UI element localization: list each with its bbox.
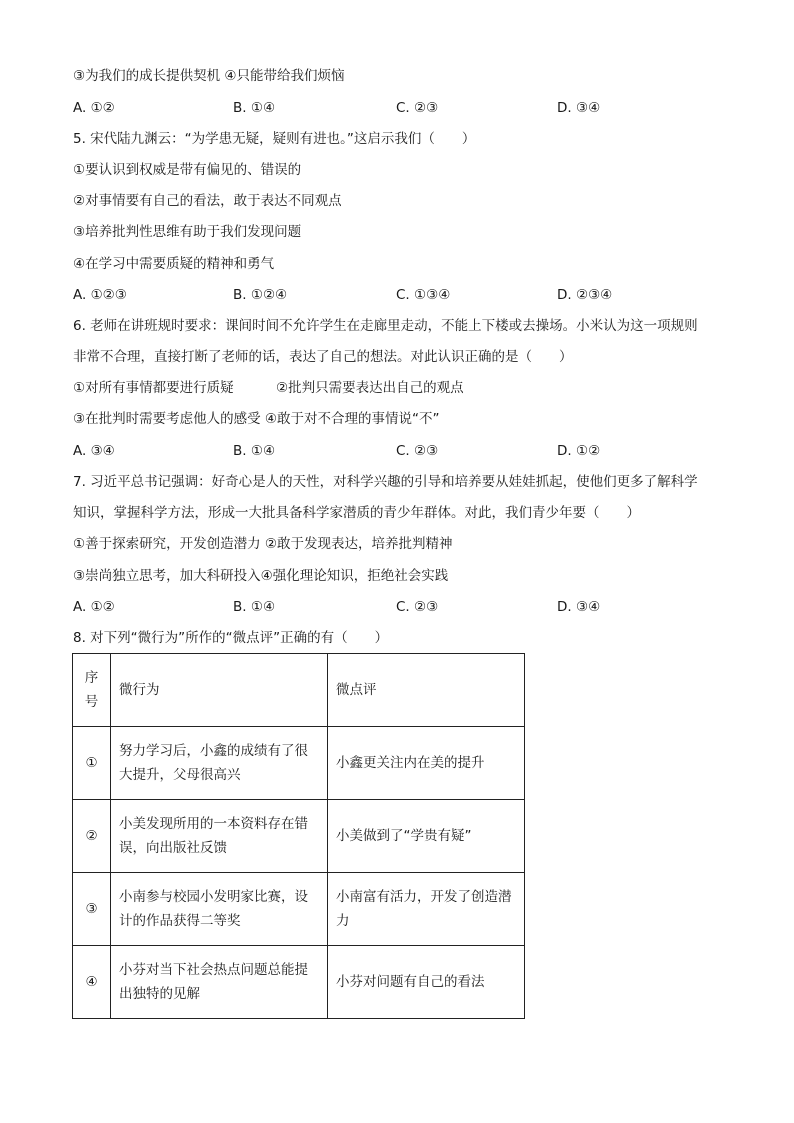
q5-option-c: C. ①③④ [396, 287, 451, 303]
row-comment: 小美做到了“学贵有疑” [328, 800, 525, 873]
q5-option-a: A. ①②③ [73, 287, 127, 303]
row-behavior: 努力学习后，小鑫的成绩有了很大提升，父母很高兴 [111, 727, 328, 800]
q4-option-a: A. ①② [73, 100, 115, 116]
row-number: ③ [73, 873, 111, 946]
q7-option-b: B. ①④ [233, 599, 276, 615]
q7-items-line-1: ①善于探索研究，开发创造潜力 ②敢于发现表达，培养批判精神 [73, 536, 453, 552]
q6-items-line-2: ③在批判时需要考虑他人的感受 ④敢于对不合理的事情说“不” [73, 411, 440, 427]
q6-option-d: D. ①② [557, 443, 601, 459]
row-behavior: 小芬对当下社会热点问题总能提出独特的见解 [111, 946, 328, 1019]
q6-option-a: A. ③④ [73, 443, 115, 459]
q7-option-c: C. ②③ [396, 599, 439, 615]
q7-option-a: A. ①② [73, 599, 115, 615]
table-row [73, 800, 525, 873]
q6-items-line-1a: ①对所有事情都要进行质疑 [73, 380, 234, 396]
q7-items-line-2: ③崇尚独立思考，加大科研投入④强化理论知识，拒绝社会实践 [73, 568, 449, 584]
table-row [73, 873, 525, 946]
q4-items-line: ③为我们的成长提供契机 ④只能带给我们烦恼 [73, 68, 345, 84]
q5-item-2: ②对事情要有自己的看法，敢于表达不同观点 [73, 193, 342, 209]
q6-option-b: B. ①④ [233, 443, 276, 459]
q5-item-3: ③培养批判性思维有助于我们发现问题 [73, 224, 302, 240]
q6-option-c: C. ②③ [396, 443, 439, 459]
header-behavior: 微行为 [111, 654, 328, 727]
table-row [73, 946, 525, 1019]
q6-stem-line-1: 6. 老师在讲班规时要求：课间时间不允许学生在走廊里走动，不能上下楼或去操场。小米认为这一项规则 [73, 318, 698, 334]
q4-option-d: D. ③④ [557, 100, 601, 116]
row-number: ① [73, 727, 111, 800]
q7-option-d: D. ③④ [557, 599, 601, 615]
q8-stem: 8. 对下列“微行为”所作的“微点评”正确的有（ ） [73, 630, 389, 646]
q6-stem-line-2: 非常不合理，直接打断了老师的话，表达了自己的想法。对此认识正确的是（ ） [73, 349, 573, 365]
q5-option-b: B. ①②④ [233, 287, 288, 303]
q4-option-c: C. ②③ [396, 100, 439, 116]
row-behavior: 小南参与校园小发明家比赛，设计的作品获得二等奖 [111, 873, 328, 946]
table-row [73, 727, 525, 800]
header-number: 序号 [73, 654, 111, 727]
q7-stem-line-2: 知识，掌握科学方法，形成一大批具备科学家潜质的青少年群体。对此，我们青少年要（ ） [73, 505, 640, 521]
row-number: ② [73, 800, 111, 873]
header-comment: 微点评 [328, 654, 525, 727]
table-header-row [73, 654, 525, 727]
q4-option-b: B. ①④ [233, 100, 276, 116]
row-number: ④ [73, 946, 111, 1019]
q5-option-d: D. ②③④ [557, 287, 613, 303]
q5-item-4: ④在学习中需要质疑的精神和勇气 [73, 256, 275, 272]
q7-stem-line-1: 7. 习近平总书记强调：好奇心是人的天性，对科学兴趣的引导和培养要从娃娃抓起，使他们更多了解科学 [73, 474, 698, 490]
row-comment: 小南富有活力，开发了创造潜力 [328, 873, 525, 946]
q6-items-line-1b: ②批判只需要表达出自己的观点 [276, 380, 464, 396]
row-comment: 小芬对问题有自己的看法 [328, 946, 525, 1019]
q8-table [72, 653, 525, 1019]
row-comment: 小鑫更关注内在美的提升 [328, 727, 525, 800]
q5-item-1: ①要认识到权威是带有偏见的、错误的 [73, 162, 302, 178]
q5-stem: 5. 宋代陆九渊云：“为学患无疑，疑则有进也。”这启示我们（ ） [73, 131, 476, 147]
row-behavior: 小美发现所用的一本资料存在错误，向出版社反馈 [111, 800, 328, 873]
